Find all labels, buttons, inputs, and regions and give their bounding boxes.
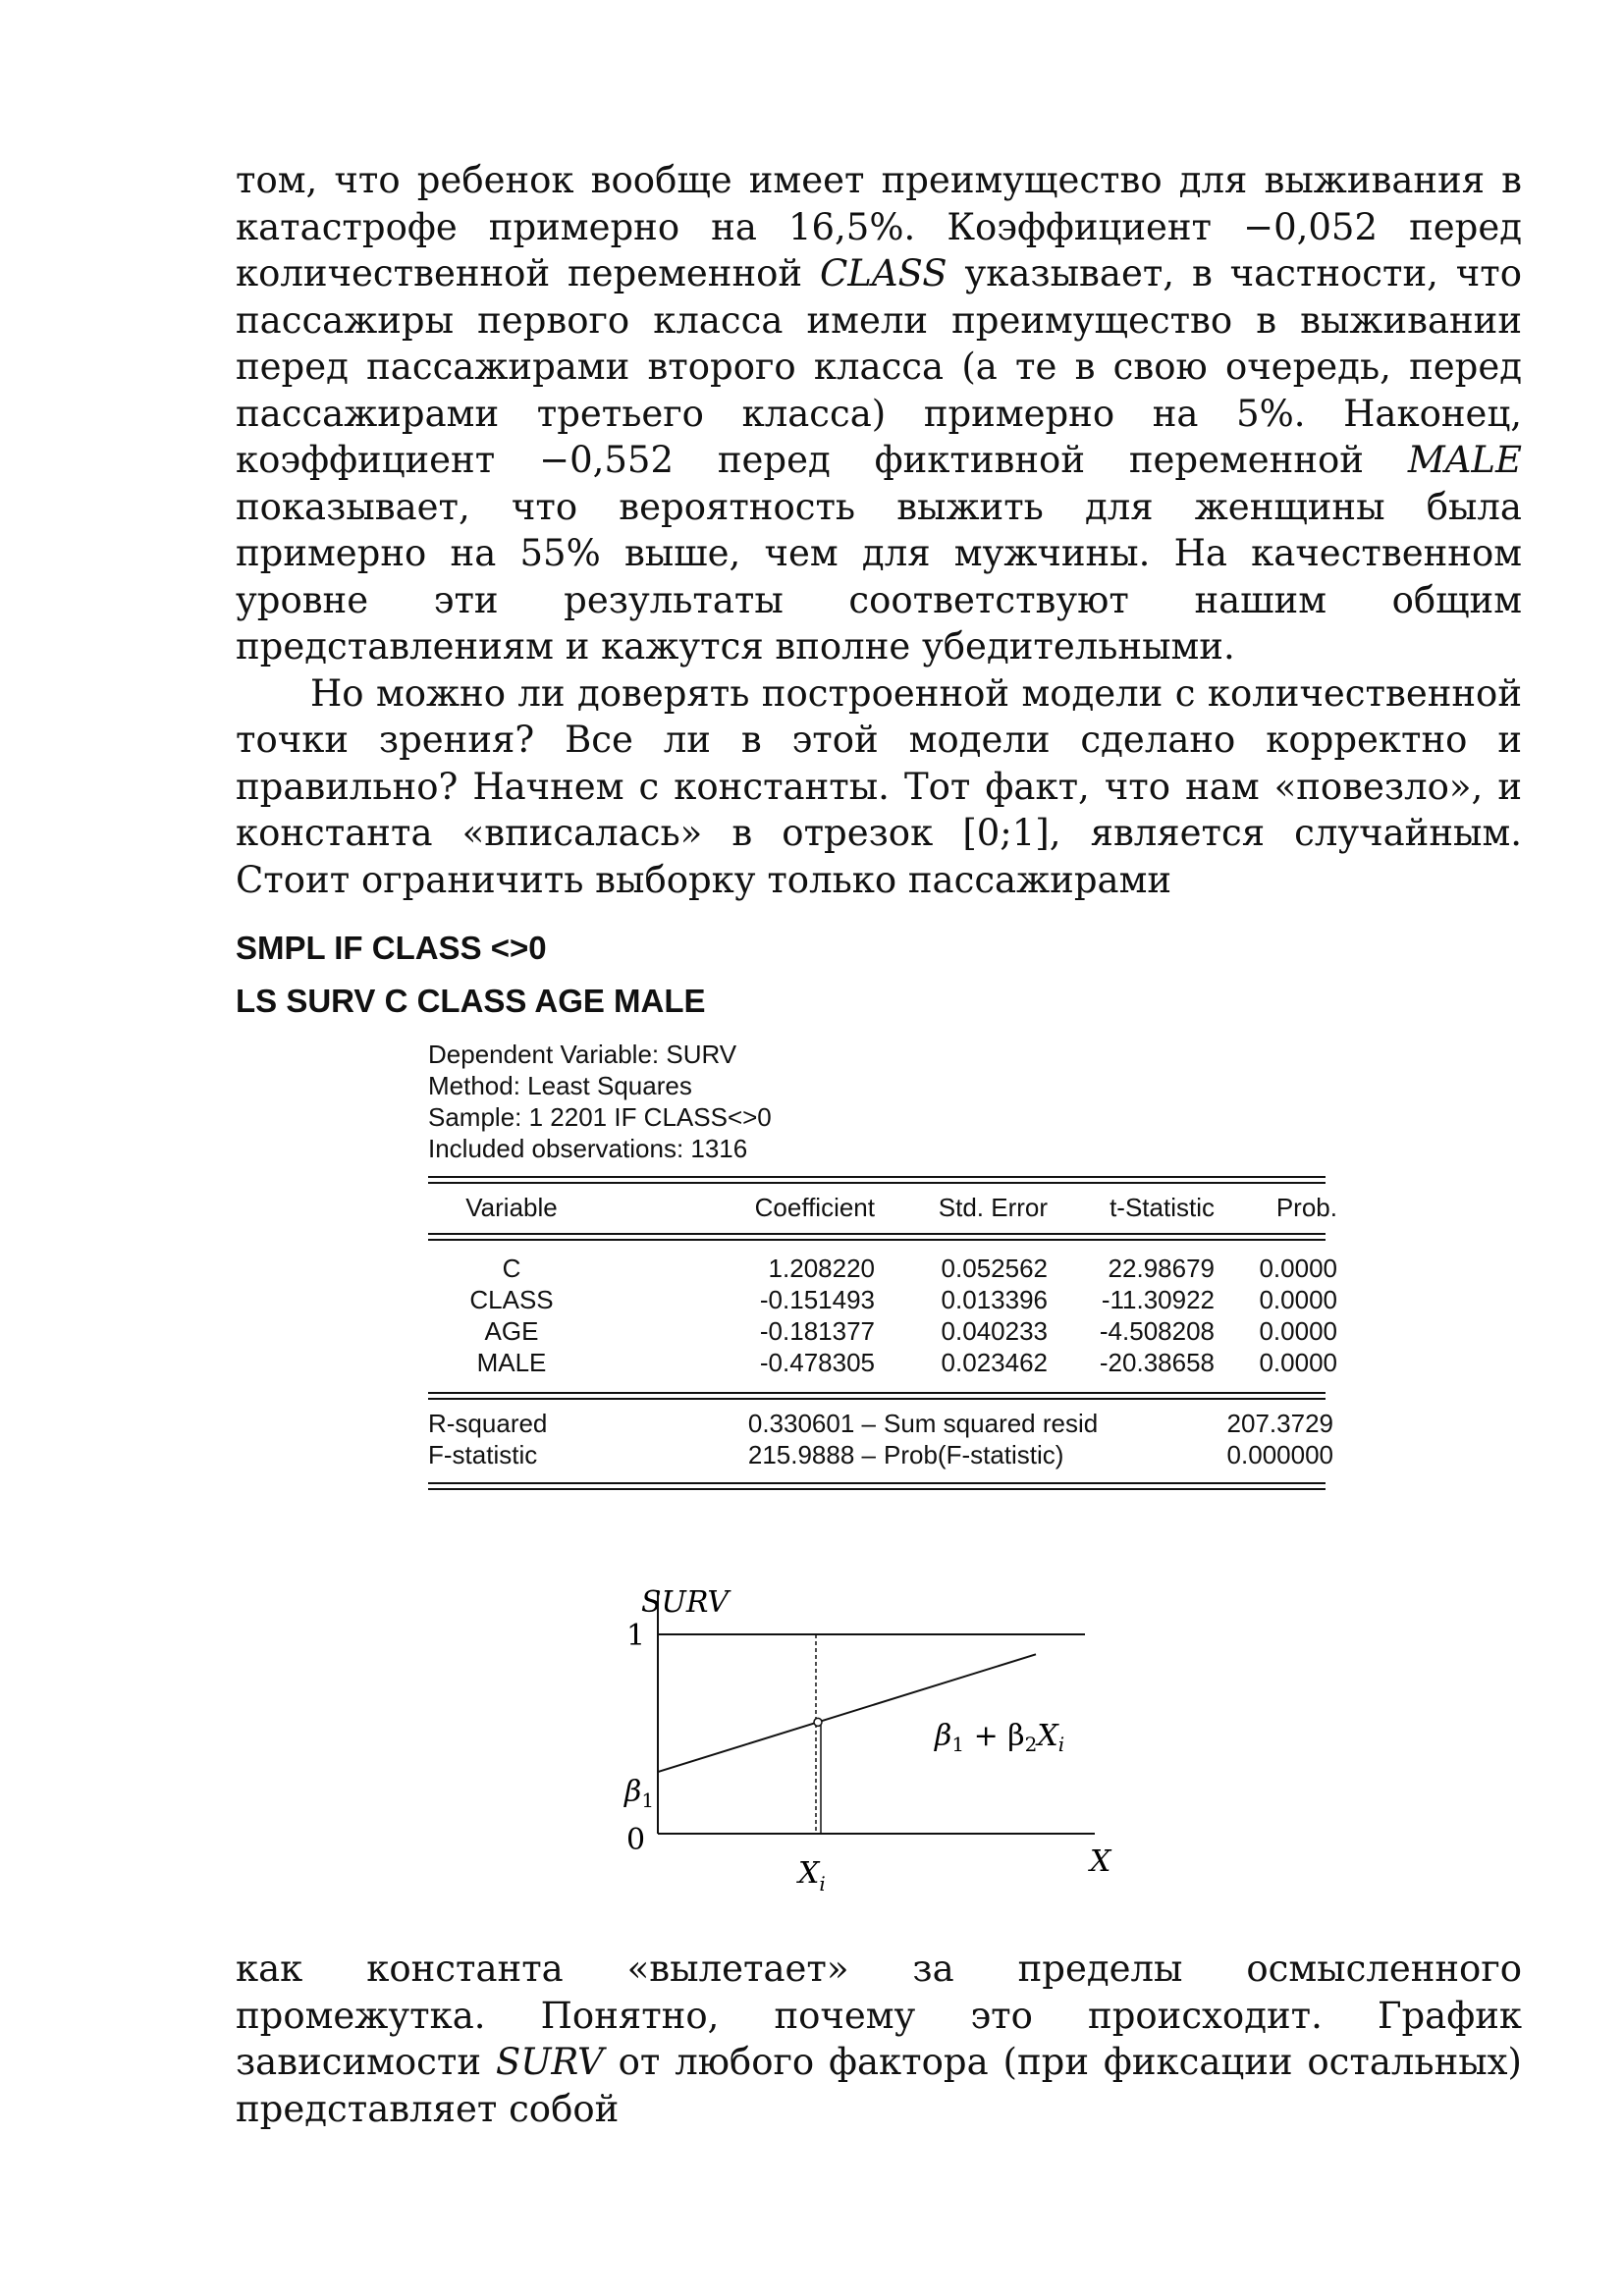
col-coefficient: Coefficient bbox=[754, 1193, 875, 1222]
table-row bbox=[428, 1315, 1337, 1347]
x-point-label bbox=[796, 1856, 826, 1896]
body-text-top bbox=[236, 157, 1522, 903]
paragraph-2: Но можно ли доверять построенной модели с количественной точки зрения? Все ли в этой модели сделано корректно и правильно? Начнем с константы. Тот факт, что нам «повезло», и константа «вписалась» в отрезок [0;1], является случайным. Стоит ограничить выборку только пассажирами bbox=[236, 671, 1522, 901]
eq-beta: β bbox=[935, 1719, 952, 1753]
cell-variable: AGE bbox=[484, 1316, 539, 1346]
intersection-point bbox=[814, 1718, 822, 1726]
regression-header-line: Dependent Variable: SURV bbox=[428, 1040, 737, 1069]
eq-sub: i bbox=[1057, 1733, 1065, 1756]
paragraph-3-part-2: от любого фактора (при фиксации остальных) представляет собой bbox=[236, 2041, 1522, 2130]
figure-svg bbox=[589, 1571, 1139, 1924]
cell-prob: 0.0000 bbox=[1259, 1254, 1337, 1283]
cell-variable: C bbox=[502, 1254, 521, 1283]
variable-class: CLASS bbox=[819, 252, 947, 294]
x-point-subscript: i bbox=[819, 1872, 826, 1896]
stat-value: 0.000000 bbox=[1226, 1440, 1333, 1469]
table-row bbox=[428, 1284, 1337, 1315]
intercept-subscript: 1 bbox=[641, 1789, 655, 1812]
eq-sub: 1 bbox=[951, 1733, 965, 1756]
tick-label-zero: 0 bbox=[626, 1823, 646, 1857]
cell-t-statistic: 22.98679 bbox=[1108, 1254, 1215, 1283]
line-equation-label bbox=[934, 1719, 1064, 1756]
cell-std-error: 0.040233 bbox=[941, 1316, 1048, 1346]
cell-std-error: 0.023462 bbox=[941, 1348, 1048, 1377]
x-point-symbol: X bbox=[798, 1856, 820, 1891]
cell-std-error: 0.052562 bbox=[941, 1254, 1048, 1283]
col-variable: Variable bbox=[465, 1193, 558, 1222]
paragraph-3-part-1: как константа «вылетает» за пределы осмысленного промежутка. Понятно, почему это происходит. График зависимости bbox=[236, 1948, 1522, 2083]
command-smpl: SMPL IF CLASS <>0 bbox=[236, 930, 547, 966]
rule-double bbox=[428, 1176, 1326, 1184]
body-text-bottom bbox=[236, 1946, 1522, 2132]
cell-t-statistic: -11.30922 bbox=[1101, 1285, 1215, 1314]
paragraph-1-part-2: указывает, в частности, что пассажиры первого класса имели преимущество в выживании перед пассажирами второго класса (а те в свою очередь, перед пассажирами третьего класса) примерно на 5%. Наконец, коэффициент −0,552 перед фиктивной переменной bbox=[236, 252, 1522, 481]
cell-coefficient: 1.208220 bbox=[768, 1254, 875, 1283]
regression-line bbox=[658, 1654, 1036, 1772]
cell-prob: 0.0000 bbox=[1259, 1285, 1337, 1314]
variable-surv: SURV bbox=[495, 2041, 604, 2083]
rule-double bbox=[428, 1482, 1326, 1490]
stat-value: 0.330601 – bbox=[747, 1409, 876, 1438]
regression-header-line: Sample: 1 2201 IF CLASS<>0 bbox=[428, 1102, 772, 1132]
stat-name: R-squared bbox=[428, 1409, 548, 1438]
cell-coefficient: -0.478305 bbox=[759, 1348, 875, 1377]
table-row bbox=[428, 1408, 1333, 1439]
col-t-statistic: t-Statistic bbox=[1110, 1193, 1215, 1222]
x-axis-label: X bbox=[1090, 1844, 1111, 1879]
stat-name: F-statistic bbox=[428, 1440, 538, 1469]
stat-name: Prob(F-statistic) bbox=[884, 1440, 1064, 1469]
command-ls: LS SURV C CLASS AGE MALE bbox=[236, 983, 706, 1019]
cell-variable: MALE bbox=[476, 1348, 547, 1377]
cell-prob: 0.0000 bbox=[1259, 1348, 1337, 1377]
eq-x: X bbox=[1037, 1719, 1058, 1753]
intercept-symbol: β bbox=[624, 1775, 642, 1809]
stat-name: Sum squared resid bbox=[884, 1409, 1099, 1438]
column-headers bbox=[428, 1192, 1337, 1223]
paragraph-3 bbox=[236, 1946, 1522, 2132]
cell-prob: 0.0000 bbox=[1259, 1316, 1337, 1346]
regression-header bbox=[428, 1039, 1326, 1164]
variable-male: MALE bbox=[1407, 439, 1522, 481]
eq-plus-beta: + β bbox=[964, 1719, 1025, 1753]
regression-output bbox=[428, 1039, 1337, 1490]
paragraph-1 bbox=[236, 157, 1522, 670]
coefficients-header-table bbox=[428, 1192, 1337, 1223]
cell-std-error: 0.013396 bbox=[941, 1285, 1048, 1314]
paragraph-1-part-3: показывает, что вероятность выжить для женщины была примерно на 55% выше, чем для мужчины. На качественном уровне эти результаты соответствуют нашим общим представлениям и кажутся вполне убедительными. bbox=[236, 485, 1522, 667]
cell-coefficient: -0.151493 bbox=[759, 1285, 875, 1314]
stat-value: 215.9888 – bbox=[747, 1440, 876, 1469]
cell-coefficient: -0.181377 bbox=[759, 1316, 875, 1346]
eq-sub: 2 bbox=[1024, 1733, 1038, 1756]
rule-double bbox=[428, 1233, 1326, 1241]
table-row bbox=[428, 1347, 1337, 1378]
coefficients-table bbox=[428, 1253, 1337, 1378]
col-std-error: Std. Error bbox=[938, 1193, 1048, 1222]
y-axis-label: SURV bbox=[641, 1585, 730, 1620]
cell-t-statistic: -20.38658 bbox=[1099, 1348, 1215, 1377]
table-row bbox=[428, 1253, 1337, 1284]
linear-model-figure bbox=[589, 1571, 1139, 1924]
stats-table bbox=[428, 1408, 1333, 1470]
tick-label-one: 1 bbox=[626, 1619, 646, 1653]
col-prob: Prob. bbox=[1275, 1193, 1337, 1222]
paragraph-1-part-1: том, что ребенок вообще имеет преимущество для выживания в катастрофе примерно на 16,5%. Коэффициент −0,052 перед количественной переменной bbox=[236, 159, 1522, 294]
regression-header-line: Included observations: 1316 bbox=[428, 1134, 748, 1163]
rule-double bbox=[428, 1392, 1326, 1400]
intercept-label bbox=[623, 1775, 654, 1812]
cell-t-statistic: -4.508208 bbox=[1099, 1316, 1215, 1346]
cell-variable: CLASS bbox=[469, 1285, 554, 1314]
table-row bbox=[428, 1439, 1333, 1470]
stat-value: 207.3729 bbox=[1226, 1409, 1333, 1438]
regression-header-line: Method: Least Squares bbox=[428, 1071, 692, 1100]
